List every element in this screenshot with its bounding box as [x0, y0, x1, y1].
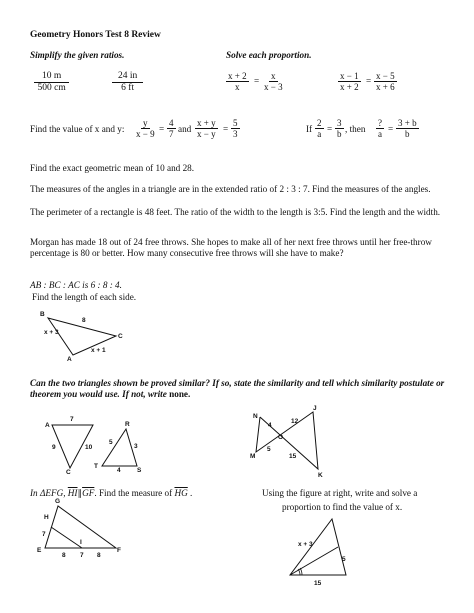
find-xy-lead: Find the value of x and y:	[30, 124, 125, 134]
question-geometric-mean: Find the exact geometric mean of 10 and 28.	[30, 163, 195, 173]
side-9-label: 9	[52, 444, 56, 451]
question-right-figure-1: Using the figure at right, write and solve a	[262, 488, 418, 498]
side-4-label: 4	[117, 467, 121, 474]
side-ba-label: x + 3	[44, 329, 59, 336]
find-xy-f2-num: 4	[169, 118, 174, 128]
page-title: Geometry Honors Test 8 Review	[30, 30, 161, 40]
vertex-s-label: S	[137, 467, 142, 474]
side-5-label: 5	[342, 556, 346, 563]
side-ei-label: 8	[62, 552, 66, 559]
vertex-m-label: M	[250, 453, 256, 460]
question-right-figure-text: proportion to find the value of x.	[282, 502, 403, 512]
side-10-label: 10	[85, 444, 93, 451]
side-5-label: 5	[267, 446, 271, 453]
if-f2-den: b	[337, 129, 342, 139]
side-x3-label: x + 3	[298, 541, 313, 548]
efg-end: .	[190, 488, 193, 498]
vertex-b-label: B	[40, 311, 45, 318]
question-abc-ratio: AB : BC : AC is 6 : 8 : 4.	[30, 280, 122, 290]
segment-hi: $\overline{HI}$	[67, 488, 78, 498]
ratio-1-den: 500 cm	[37, 83, 66, 93]
vertex-c-label: C	[118, 333, 123, 340]
segment-hg: $\overline{HG}$	[174, 488, 188, 498]
find-xy-f4-num: 5	[233, 118, 238, 128]
if-f4-num: 3 + b	[398, 118, 417, 128]
prop-2-left-num: x − 1	[340, 71, 359, 81]
side-15-label: 15	[314, 580, 322, 587]
vertex-e-label: E	[37, 547, 42, 554]
find-xy-f1-num: y	[143, 118, 148, 128]
question-rectangle: The perimeter of a rectangle is 48 feet. The ratio of the width to the length is 3:5. Find the length and the width.	[30, 207, 441, 217]
find-xy-f3-den: x − y	[197, 129, 216, 139]
equals-sign: =	[327, 124, 333, 134]
vertex-t-label: T	[94, 463, 98, 470]
side-5-label: 5	[109, 439, 113, 446]
vertex-j-label: J	[313, 405, 317, 412]
if-f2-num: 3	[337, 118, 342, 128]
question-similar-text: Can the two triangles shown be proved similar? If so, state the similarity and tell which similarity postulate or theorem you would use. If not, write	[30, 378, 445, 399]
side-ca-label: x + 1	[91, 347, 106, 354]
question-free-throws: Morgan has made 18 out of 24 free throws. She hopes to make all of her next free throws until her free-throw percentage is 80 or better. How many consecutive free throws will she have to make?	[30, 237, 432, 258]
question-triangle-angles: The measures of the angles in a triangle are in the extended ratio of 2 : 3 : 7. Find the measures of the angles.	[30, 184, 431, 194]
side-12-label: 12	[291, 418, 299, 425]
segment-gf: $\overline{GF}$	[82, 488, 95, 498]
side-he-label: 7	[42, 531, 46, 538]
efg-mid: . Find the measure of	[94, 488, 173, 498]
if-f4-den: b	[405, 129, 410, 139]
find-xy-f1-den: x − 9	[136, 129, 155, 139]
side-i-label: 7	[80, 552, 84, 559]
if-f1-den: a	[317, 129, 322, 139]
equals-sign: =	[366, 76, 372, 86]
prop-1-right-num: x	[271, 71, 276, 81]
equals-sign: =	[223, 124, 229, 134]
find-xy-and: and	[178, 124, 192, 134]
vertex-n-label: N	[253, 413, 258, 420]
ratio-2-den: 6 ft	[121, 83, 135, 93]
find-xy-f4-den: 3	[233, 129, 238, 139]
efg-lead: In ΔEFG,	[30, 488, 66, 498]
vertex-o-label: O	[278, 434, 284, 441]
ratio-1-num: 10 m	[34, 71, 69, 83]
prop-1-left-num: x + 2	[228, 71, 247, 81]
if-f3-den: a	[378, 129, 382, 139]
side-bc-label: 8	[82, 317, 86, 324]
vertex-a-label: A	[45, 422, 50, 429]
prop-1-right-den: x − 3	[264, 82, 283, 92]
equals-sign: =	[254, 76, 260, 86]
vertex-i-label: I	[80, 539, 82, 546]
prop-2-right-num: x − 5	[376, 71, 395, 81]
question-similar-none: none.	[169, 389, 191, 399]
prop-2-right-den: x + 6	[376, 82, 395, 92]
then-label: , then	[345, 124, 366, 134]
side-15-label: 15	[289, 453, 297, 460]
prop-2-left-den: x + 2	[340, 82, 359, 92]
side-4-label: 4	[268, 422, 272, 429]
side-3-label: 3	[134, 443, 138, 450]
if-f1-num: 2	[317, 118, 322, 128]
find-xy-f2-den: 7	[169, 129, 174, 139]
parallel-symbol: ∥	[77, 488, 83, 498]
equals-sign: =	[388, 124, 394, 134]
vertex-h-label: H	[44, 514, 49, 521]
simplify-heading: Simplify the given ratios.	[30, 50, 125, 60]
ratio-2-num: 24 in	[112, 71, 143, 83]
vertex-a-label: A	[67, 356, 72, 363]
equals-sign: =	[159, 124, 165, 134]
vertex-f-label: F	[117, 547, 121, 554]
if-f3-num: ?	[378, 118, 382, 128]
side-if-label: 8	[97, 552, 101, 559]
side-7-label: 7	[70, 416, 74, 423]
if-label: If	[306, 124, 313, 134]
angle-bisector	[290, 547, 338, 575]
question-abc-find: Find the length of each side.	[32, 292, 137, 302]
vertex-g-label: G	[55, 498, 61, 505]
solve-heading: Solve each proportion.	[226, 50, 312, 60]
vertex-c-label: C	[66, 469, 71, 476]
vertex-r-label: R	[125, 421, 130, 428]
find-xy-f3-num: x + y	[197, 118, 216, 128]
prop-1-left-den: x	[235, 82, 240, 92]
vertex-k-label: K	[318, 472, 323, 479]
